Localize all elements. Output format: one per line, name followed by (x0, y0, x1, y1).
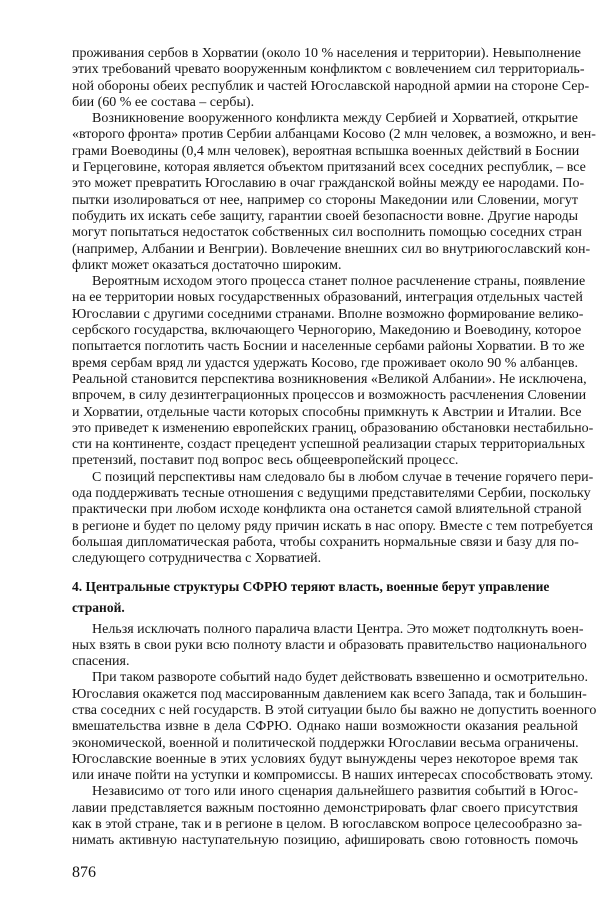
text-line: фликт может оказаться достаточно широким. (72, 257, 342, 273)
text-line: большая дипломатическая работа, чтобы сохранить нормальные связи и базу для по- (72, 534, 579, 550)
text-line: ода поддерживать тесные отношения с ведущими представителями Сербии, поскольку (72, 486, 591, 502)
text-line: время сербам вряд ли удастся удержать Косово, где проживает около 90 % албанцев. (72, 355, 578, 371)
text-line: Югославия окажется под массированным давлением как всего Запада, так и большин- (72, 686, 587, 702)
text-line: могут попытаться недостаток собственных сил восполнить помощью соседних стран (72, 225, 582, 241)
paragraph (72, 621, 587, 671)
text-line: грами Воеводины (0,4 млн человек), вероятная вспышка военных действий в Боснии (72, 143, 580, 159)
text-line: и Хорватии, отдельные части которых способны примкнуть к Австрии и Италии. Все (72, 404, 582, 420)
text-line: экономической, военной и политической поддержки Югославии весьма ограничены. (72, 735, 579, 751)
text-line: (например, Албании и Венгрии). Вовлечение внешних сил во внутриюгославский кон- (72, 241, 591, 257)
page-text-column (72, 46, 597, 850)
section-heading (72, 576, 578, 618)
paragraph (72, 469, 594, 568)
text-line: вмешательства извне в дела СФРЮ. Однако наши возможности оказания реальной (72, 719, 578, 735)
text-line: впрочем, в силу дезинтеграционных процессов и возможность расчленения Словении (72, 388, 587, 404)
text-line: Возникновение вооруженного конфликта между Сербией и Хорватией, открытие (92, 111, 578, 127)
text-line: Югославские военные в этих условиях будут вынуждены через некоторое время так (72, 751, 578, 767)
page-number: 876 (72, 864, 96, 881)
text-line: Вероятным исходом этого процесса станет полное расчленение страны, появление (92, 274, 586, 290)
text-line: сти на континенте, создаст прецедент успешной реализации старых территориальных (72, 437, 586, 453)
text-line: «второго фронта» против Сербии албанцами Косово (2 млн человек, а возможно, и вен- (72, 127, 596, 143)
text-line: спасения. (72, 654, 130, 670)
text-line: и Герцеговине, которая является объектом притязаний всех соседних республик, – все (72, 160, 586, 176)
paragraph (72, 46, 590, 111)
text-line: претензий, поставит под вопрос весь общеевропейский процесс. (72, 453, 459, 469)
text-line: как в этой стране, так и в регионе в целом. В югославском вопросе целесообразно за- (72, 817, 583, 833)
paragraph (72, 784, 583, 849)
body-text-before-heading (72, 46, 596, 568)
text-line: следующего сотрудничества с Хорватией. (72, 551, 322, 567)
text-line: Нельзя исключать полного паралича власти Центра. Это может подтолкнуть воен- (92, 621, 584, 637)
text-line: пытки изолироваться от нее, например со стороны Македонии или Словении, могут (72, 192, 578, 208)
text-line: бии (60 % ее состава – сербы). (72, 94, 255, 110)
text-line: С позиций перспективы нам следовало бы в любом случае в течение горячего пери- (92, 469, 594, 485)
text-line: проживания сербов в Хорватии (около 10 % населения и территории). Невыполнение (72, 46, 582, 61)
text-line: практически при любом исходе конфликта она останется самой влиятельной страной (72, 502, 582, 518)
heading-line: страной. (72, 599, 125, 615)
text-line: в регионе и будет по целому ряду причин искать в нас опору. Вместе с тем потребуется (72, 518, 593, 534)
paragraph (72, 111, 596, 274)
text-line: нимать активную наступательную позицию, афишировать свою готовность помочь (72, 833, 578, 849)
text-line: ной обороны обеих республик и частей Югославской народной армии на стороне Сер- (72, 78, 590, 94)
text-line: это может превратить Югославию в очаг гражданской войны между ее народами. По- (72, 176, 585, 192)
body-text-after-heading (72, 621, 597, 850)
text-line: сербского государства, включающего Черногорию, Македонию и Воеводину, которое (72, 323, 582, 339)
text-line: Независимо от того или иного сценария дальнейшего развития событий в Югос- (92, 784, 578, 800)
text-line: попытается поглотить часть Боснии и населенные сербами районы Хорватии. В то же (72, 339, 585, 355)
text-line: побудить их искать себе защиту, гарантии своей безопасности вовне. Другие народы (72, 208, 578, 224)
text-line: Реальной становится перспектива возникновения «Великой Албании». Не исключена, (72, 371, 587, 387)
text-line: При таком развороте событий надо будет действовать взвешенно и осмотрительно. (92, 670, 589, 686)
text-line: Югославии с другими соседними странами. Вполне возможно формирование велико- (72, 306, 584, 322)
text-line: или иначе пойти на уступки и компромиссы. В наших интересах способствовать этому. (72, 768, 594, 784)
text-line: этих требований чревато вооруженным конфликтом с вовлечением сил территориаль- (72, 62, 585, 78)
text-line: лавии представляется важным постоянно демонстрировать флаг своего присутствия (72, 800, 578, 816)
text-line: ных взять в свои руки всю полноту власти и образовать правительство национального (72, 637, 587, 653)
heading-line: 4. Центральные структуры СФРЮ теряют власть, военные берут управление (72, 578, 550, 594)
paragraph (72, 274, 594, 470)
paragraph (72, 670, 597, 784)
text-line: это приведет к изменению европейских границ, образованию обстановки нестабильно- (72, 420, 594, 436)
text-line: ства соседних с ней государств. В этой ситуации было бы важно не допустить военного (72, 702, 597, 718)
text-line: на ее территории новых государственных образований, интеграция отдельных частей (72, 290, 583, 306)
